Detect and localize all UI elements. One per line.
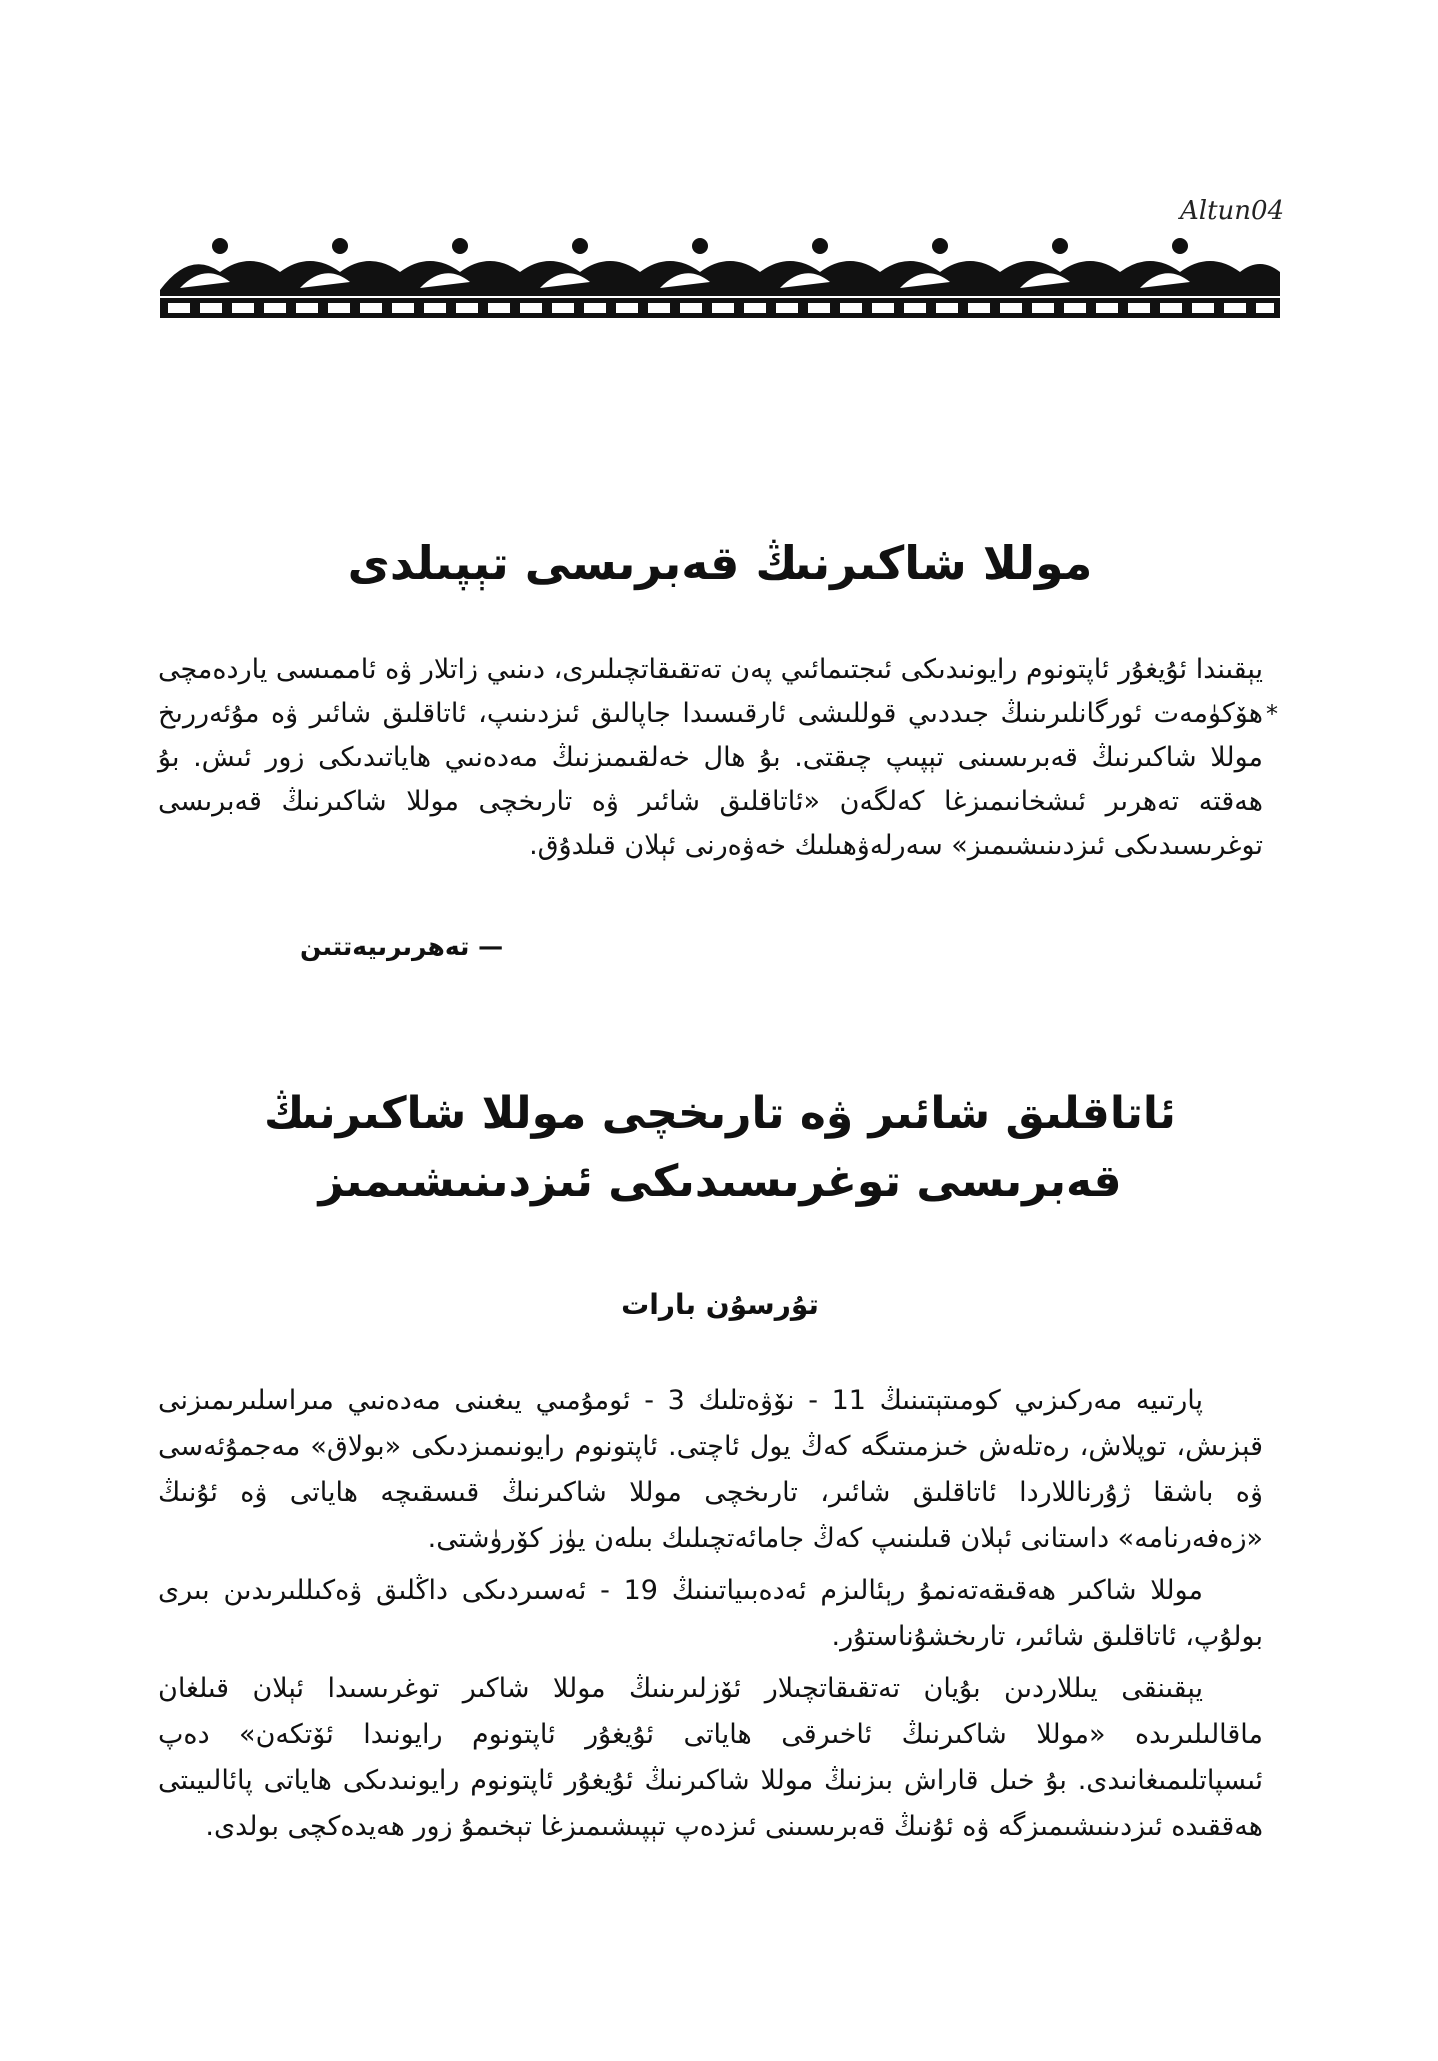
body-paragraph: پارتىيە مەركىزىي كومىتېتىنىڭ 11 - نۆۋەتلىك 3 - ئومۇمىي يىغىنى مەدەنىي مىراسلىرىمىزنى قېزىش، توپلاش، رەتلەش خىزمىتىگە كەڭ يول ئاچتى. ئاپتونوم رايونىمىزدىكى «بولاق» مەجمۇئەسى ۋە باشقا ژۇرناللاردا ئاتاقلىق شائىر، تارىخچى موللا شاكىرنىڭ قىسقىچە ھاياتى ۋە ئۇنىڭ «زەفەرنامە» داستانى ئېلان قىلىنىپ كەڭ جامائەتچىلىك بىلەن يۈز كۆرۈشتى. <box>158 1385 1263 1554</box>
intro-paragraph: يېقىندا ئۇيغۇر ئاپتونوم رايونىدىكى ئىجتىمائىي پەن تەتقىقاتچىلىرى، دىنىي زاتلار ۋە ئاممىسى ياردەمچى ھۆكۈمەت ئورگانلىرىنىڭ جىددىي قوللىشى ئارقىسىدا جاپالىق ئىزدىنىپ، ئاتاقلىق شائىر ۋە مۇئەررىخ موللا شاكىرنىڭ قەبرىسىنى تېپىپ چىقتى. بۇ ھال خەلقىمىزنىڭ مەدەنىي ھاياتىدىكى زور ئىش. بۇ ھەقتە تەھرىر ئىشخانىمىزغا كەلگەن «ئاتاقلىق شائىر ۋە تارىخچى موللا شاكىرنىڭ قەبرىسى توغرىسىدىكى ئىزدىنىشىمىز» سەرلەۋھىلىك خەۋەرنى ئېلان قىلدۇق. <box>158 654 1263 861</box>
editor-signature: — تەھرىرىيەتتىن <box>300 932 504 961</box>
footnote-marker: * <box>1266 700 1278 728</box>
body-paragraph: يېقىنقى يىللاردىن بۇيان تەتقىقاتچىلار ئۆزلىرىنىڭ موللا شاكىر توغرىسىدا ئېلان قىلغان ماقالىلىرىدە «موللا شاكىرنىڭ ئاخىرقى ھاياتى ئۇيغۇر ئاپتونوم رايونىدا ئۆتكەن» دەپ ئىسپاتلىمىغانىدى. بۇ خىل قاراش بىزنىڭ موللا شاكىرنىڭ ئۇيغۇر ئاپتونوم رايونىدىكى ھاياتى پائالىيىتى ھەققىدە ئىزدىنىشىمىزگە ۋە ئۇنىڭ قەبرىسىنى ئىزدەپ تېپىشىمىزغا تېخىمۇ زور ھەيدەكچى بولدى. <box>158 1673 1263 1842</box>
handwritten-signature: Altun04 <box>1180 196 1285 226</box>
title-line-2: قەبرىسى توغرىسىدىكى ئىزدىنىشىمىز <box>318 1156 1122 1207</box>
article-title-secondary <box>200 1080 1240 1216</box>
article-title: موللا شاكىرنىڭ قەبرىسى تېپىلدى <box>347 536 1093 590</box>
title-line-1: ئاتاقلىق شائىر ۋە تارىخچى موللا شاكىرنىڭ <box>264 1088 1176 1139</box>
article-body <box>158 1378 1263 1856</box>
ornament-border <box>160 232 1280 322</box>
body-paragraph: موللا شاكىر ھەقىقەتەنمۇ رېئالىزم ئەدەبىياتىنىڭ 19 - ئەسىردىكى داڭلىق ۋەكىللىرىدىن بىرى بولۇپ، ئاتاقلىق شائىر، تارىخشۇناستۇر. <box>158 1575 1263 1652</box>
author-name: تۇرسۇن بارات <box>621 1288 819 1321</box>
